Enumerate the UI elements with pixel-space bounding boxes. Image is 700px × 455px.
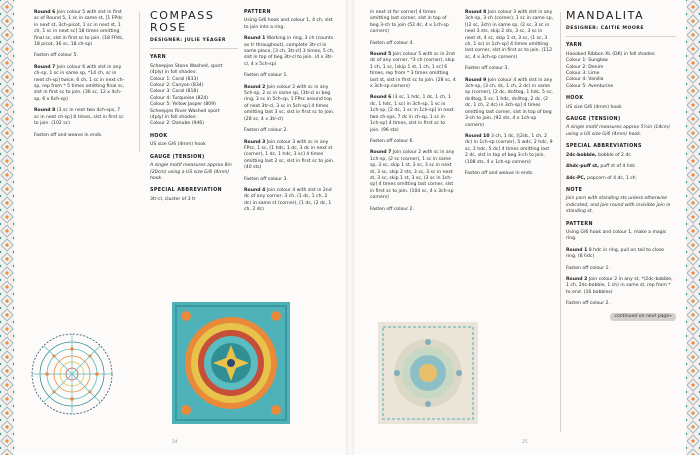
round-label: Round 7: [370, 150, 392, 156]
yarn-line: Colour 5: Yellow Jasper (809): [150, 102, 216, 108]
right-col-1: [370, 10, 456, 218]
instruction-text: Join colour 3 with slst in any 3ch-sp, 3 ch (corner), 1 sc in same sp, [(2 sc, 3ch) in same sp, (2 sc, 3 sc in next 3 sts, skip 2 sts, 3 sc, 3 sc in next st, 4 sc, skip 1 st, 3 sc, (1 sc, 3 ch, 1 sc) in 1ch-sp] 4 times omitting last corner, slst in first sc to join. (112 sc, 4 x 3ch-sp corners): [465, 10, 553, 60]
yarn-line: (4ply) in foll shades:: [150, 115, 197, 121]
yarn-line: Hoooked Ribbon XL (DK) in foll shades:: [566, 51, 656, 57]
instruction-text: Join colour 4 with slst in any 3ch-sp, (3 ch, dc, 1 ch, 2 dc) in same sp (corner), [2 dc, dc4tog, 1 hdc, 5 sc, dc4tog, 5 sc, 1 hdc, dc4tog, 2 dc, (2 dc, 1 ch, 2 dc) in 3ch-sp] 4 times omitting last corner, slst in top of beg 3-ch to join. (92 sts, 4 x 1ch-sp corners): [465, 77, 553, 128]
instruction-text: popcorn of 4 dc, 1 ch: [587, 175, 636, 181]
round-label: Round 3: [244, 139, 266, 145]
pattern-heading: PATTERN: [244, 10, 271, 15]
round-label: Round 2: [566, 276, 588, 282]
instruction-text: (3 sc, 1 hdc, 1 dc, 1 ch, 1 dc, 1 hdc, 1 sc) in 3ch-sp, 1 sc in 1ch-sp, [2 dc, 1 sc in 1ch-sp] in next two ch-sps, 7 dc in ch-sp, 1 sc in 1ch-sp] 4 times, slst in first sc to join. (96 sts): [370, 95, 454, 133]
note-heading: NOTE: [566, 187, 583, 193]
round-label: Round 8: [34, 108, 56, 114]
hook-heading: HOOK: [566, 96, 584, 102]
yarn-line: Colour 1: Coral (833): [150, 76, 199, 82]
instruction-paragraph: [465, 10, 553, 61]
instruction-paragraph: [566, 176, 676, 182]
instruction-text: Working in ring, 3 ch (counts as tr throughout), complete 3tr-cl in same place, [3 ch, 3tr-cl] 3 times, 5 ch, slst in top of beg 3tr-cl to join. (4 x 3tr-cl, 4 x 5ch-sp): [244, 36, 335, 67]
instruction-text: Join colour 4 with slst in 2nd dc of any corner, 3 ch, (1 dc, 1 ch, 2 dc) in same st (corner), [1 dc, (2 dc, 1 ch, 2 dc): [244, 187, 332, 213]
instruction-paragraph: [465, 66, 553, 72]
divider: [150, 48, 238, 49]
yarn-line: Colour 5: Aventurine: [566, 83, 614, 89]
instruction-text: Fasten off colour 2.: [566, 301, 610, 307]
instruction-text: Join colour 6 with slst in any ch-sp, 1 sc in same sp, *14 ch, sc in next ch-sp] twice, 6 ch, 1 sc in next ch-sp, rep from * 5 times omitting final sc, slst in first sc to join. (36 sc, 12 x 4ch-sp, 6 x 6ch-sp): [34, 64, 125, 102]
yarn-line: Colour 4: Turquoise (824): [150, 95, 209, 101]
pattern-rounds: [244, 36, 336, 213]
round-label: Round 8: [465, 10, 487, 15]
abbr-list: [566, 153, 676, 182]
round-label: 4dc-PC,: [566, 175, 586, 181]
column-divider: [560, 12, 561, 432]
instruction-text: Fasten off colour 1.: [566, 265, 610, 271]
pattern-intro: Using G/6 hook and colour 1, 4 ch, slst to join into a ring.: [244, 18, 333, 30]
designer-credit: DESIGNER: JULIE YEAGER: [150, 38, 226, 43]
instruction-paragraph: [244, 85, 336, 123]
mandalita-motif-photo: [378, 322, 478, 424]
round-label: 2dc-bobble,: [566, 152, 597, 158]
yarn-list: [150, 64, 238, 128]
instruction-paragraph: [370, 139, 456, 145]
crochet-chart-diagram: [28, 330, 116, 418]
instruction-text: Fasten off colour 5.: [34, 53, 78, 59]
yarn-heading: YARN: [150, 55, 167, 61]
yarn-heading: YARN: [566, 43, 583, 49]
instruction-paragraph: [370, 207, 456, 213]
instruction-paragraph: [566, 277, 676, 296]
page-number: 24: [172, 440, 178, 445]
round-label: Round 10: [465, 133, 490, 139]
round-label: Round 1: [244, 36, 266, 42]
instruction-paragraph: [566, 248, 676, 261]
pattern-heading: PATTERN: [566, 221, 593, 227]
round-label: Round 5: [370, 52, 392, 58]
instruction-paragraph: [370, 41, 456, 47]
instruction-paragraph: [34, 133, 126, 139]
page-number: 25: [522, 440, 528, 445]
round-label: Round 6: [34, 10, 56, 15]
instruction-paragraph: [465, 134, 553, 166]
instruction-text: (3 sc in next two 4ch-sps, 7 sc in next ch-sp] 6 times, slst in first sc to join. (102 sc): [34, 108, 124, 127]
round-label: Round 7: [34, 64, 56, 70]
pattern-title: COMPASS ROSE: [150, 9, 215, 34]
continued-note: continued on next page»: [610, 313, 676, 321]
yarn-line: Colour 3: Coral (818): [150, 89, 199, 95]
round-label: Round 1: [566, 247, 588, 253]
instruction-text: Fasten off colour 3.: [244, 176, 288, 182]
yarn-list: [566, 52, 676, 90]
hook-text: US size G/6 (4mm) hook: [566, 104, 622, 110]
instruction-text: Fasten off and weave in ends.: [465, 170, 534, 176]
instruction-paragraph: [34, 65, 126, 103]
right-page: [350, 0, 700, 455]
round-label: Round 9: [465, 77, 487, 83]
instruction-paragraph: [370, 150, 456, 201]
right-col-2: [465, 10, 553, 182]
pattern-rounds: [566, 248, 676, 308]
instruction-paragraph: [244, 73, 336, 79]
instruction-paragraph: [34, 53, 126, 59]
left-col-2: [150, 10, 238, 203]
hook-heading: HOOK: [150, 133, 168, 139]
instruction-text: Fasten off and weave in ends.: [34, 132, 103, 138]
instruction-text: 8 hdc in ring, pull on tail to close ring. (8 hdc): [566, 247, 665, 260]
abbr-text: 3tr-cl, cluster of 3 tr: [150, 196, 196, 202]
instruction-text: Join colour 2 in any st, *(2dc-bobble, 1 ch, 2dc-bobble, 1 ch) in same st, rep from * to end. (16 bobbles): [566, 276, 673, 295]
yarn-line: Colour 2: Canyon (834): [150, 83, 204, 89]
compass-rose-motif-photo: [172, 302, 290, 424]
instruction-text: Fasten off colour 6.: [370, 138, 414, 144]
yarn-line: Colour 2: Denim: [566, 64, 604, 70]
instruction-text: 3 ch, 1 dc, [(2dc, 1 ch, 2 dc) in 1ch-sp (corner), 5 wdc, 2 hdc, 9 sc, 2 hdc, 5 dc] 4 times omitting last 2 dc, slst in top of beg 3-ch to join. (108 sts, 4 x 1ch-sp corners): [465, 133, 553, 165]
gauge-text: A single motif measures approx 5½in (14cm) using a US size G/6 (4mm) hook.: [566, 125, 671, 137]
yarn-line: Colour 4: Vanilla: [566, 77, 604, 83]
gauge-heading: GAUGE (TENSION): [566, 117, 621, 123]
tile-border-right: [686, 0, 700, 455]
instruction-text: Join colour 2 with sc in any 5ch-sp, 2 sc in same sp, [3tr-cl in beg ring, 3 sc in 5ch-sp, 1 FPsc around top of next 3tr-cl, 3 sc in 5ch-sp] 4 times omitting last 3 sc, slst in first sc to join. (28 sc, 4 x 3tr-cl): [244, 84, 335, 122]
tile-border-left: [0, 0, 14, 455]
instruction-paragraph: [370, 10, 456, 36]
instruction-text: bobble of 2 dc: [598, 152, 631, 158]
instruction-text: Join colour 5 with sc in 2nd dc of any corner, *3 ch (corner), skip 1 ch, 1 sc, [skip 1 st, 1 ch, 1 sc] 6 times, rep from * 3 times omitting last st, slst in first sc to join. (28 sc, 4 x 3ch-sp corners): [370, 52, 456, 90]
yarn-line: Scheepjes River Washed sport: [150, 108, 220, 114]
yarn-line: Colour 3: Lime: [566, 71, 600, 77]
instruction-paragraph: [566, 164, 676, 170]
instruction-paragraph: [244, 36, 336, 68]
instruction-paragraph: [244, 188, 336, 214]
left-col-1: [34, 10, 126, 144]
instruction-text: puff st of 4 hdc: [600, 164, 636, 170]
yarn-line: (4ply) in foll shades:: [150, 70, 197, 76]
instruction-paragraph: [566, 266, 676, 272]
instruction-text: Fasten off colour 4.: [370, 40, 414, 46]
instruction-paragraph: [244, 140, 336, 172]
instruction-text: Fasten off colour 1.: [244, 73, 288, 79]
instruction-paragraph: [465, 78, 553, 129]
instruction-paragraph: [465, 171, 553, 177]
instruction-paragraph: [566, 301, 676, 307]
instruction-paragraph: [244, 128, 336, 134]
instruction-text: Fasten off colour 2.: [244, 128, 288, 134]
instruction-paragraph: [566, 153, 676, 159]
yarn-line: Colour 1: Sunglow: [566, 58, 608, 64]
gauge-heading: GAUGE (TENSION): [150, 154, 205, 160]
instruction-text: in next st for corner] 4 times omitting last corner, slst in top of beg 3-ch to join (52 dc, 4 x 1ch-sp corners): [370, 10, 449, 35]
left-col-3: [244, 10, 336, 219]
instruction-paragraph: [244, 177, 336, 183]
designer-credit: DESIGNER: CAITIE MOORE: [566, 26, 644, 31]
instruction-text: Fasten off colour 3.: [465, 66, 509, 72]
round-label: 4hdc-puff st,: [566, 164, 599, 170]
instruction-paragraph: [34, 10, 126, 48]
right-col-3: [566, 10, 676, 321]
hook-text: US size G/6 (4mm) hook: [150, 142, 206, 148]
divider: [566, 36, 676, 37]
book-gutter: [346, 0, 354, 455]
instruction-text: Join colour 5 with slst in first sc of Round 5, 1 sc in same st, [1 FPdc in next st, 3ch-picot, 1 sc in next st, 1 ch, 1 sc in next sc] 18 times omitting final sc, slst in first sc to join. (18 FPdc, 18 picot, 36 sc, 18 ch-sp): [34, 10, 124, 48]
round-label: Round 2: [244, 84, 266, 90]
note-text: Join yarn with standing sts unless otherwise indicated, and join round with invisible join in standing st.: [566, 196, 671, 215]
instruction-text: Fasten off colour 2.: [370, 206, 414, 212]
instruction-text: Join colour 3 with sc in any FPsc, 1 sc, [1 hdc, 1 dc, 3 dc in next st (corner), 1 dc, 1 hdc, 3 sc] 4 times omitting last 2 sc, slst in first sc to join. (40 sts): [244, 139, 335, 171]
yarn-line: Colour 2: Danube (946): [150, 121, 205, 127]
pattern-title: MANDALITA: [566, 9, 645, 22]
abbr-heading: SPECIAL ABBREVIATIONS: [566, 144, 642, 150]
instruction-text: Join colour 2 with sc in any 1ch-sp, (2 sc (corner), 1 sc in same sp, 3 sc, skip 1 st, 3 sc, 3 sc in next st, 3 sc, skip 2 sts, 3 sc, 3 sc in next st, 3 sc, skip 1 st, 3 sc, (3 sc in 1ch-sp] 4 times omitting last corner, slst in first sc to join. (104 sc, 4 x 3ch-sp corners): [370, 150, 455, 201]
instruction-paragraph: [34, 108, 126, 127]
instruction-paragraph: [370, 95, 456, 133]
yarn-line: Scheepjes Stone Washed, sport: [150, 63, 223, 69]
pattern-intro: Using G/6 hook and colour 1, make a magic ring.: [566, 229, 667, 242]
round-label: Round 6: [370, 95, 392, 101]
column-divider: [139, 12, 140, 152]
round-label: Round 4: [244, 187, 266, 193]
gauge-text: A single motif measures approx 8in (20cm) using a US size G/6 (4mm) hook.: [150, 163, 232, 181]
instruction-paragraph: [370, 52, 456, 90]
abbr-heading: SPECIAL ABBREVIATION: [150, 188, 222, 194]
